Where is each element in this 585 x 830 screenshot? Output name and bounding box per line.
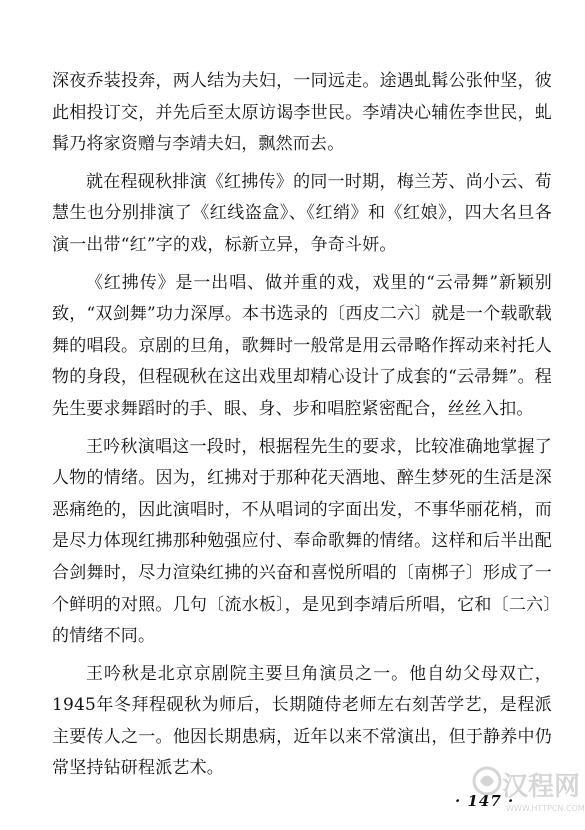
watermark-logo-icon [470,764,504,804]
paragraph-3: 《红拂传》是一出唱、做并重的戏，戏里的“云帚舞”新颖别致，“双剑舞”功力深厚。本书选录的〔西皮二六〕就是一个载歌载舞的唱段。京剧的旦角，歌舞时一般常是用云帚略作挥动来衬托人物的身段，但程砚秋在这出戏里却精心设计了成套的“云帚舞”。程先生要求舞蹈时的手、眼、身、步和唱腔紧密配合，丝丝入扣。 [52,272,552,419]
watermark [470,764,585,830]
paragraph-2: 就在程砚秋排演《红拂传》的同一时期，梅兰芳、尚小云、荀慧生也分别排演了《红线盗盒》、《红绡》和《红娘》，四大名旦各演一出带“红”字的戏，标新立异，争奇斗妍。 [52,171,552,255]
page-number: · 147 · [455,792,515,810]
paragraph-1: 深夜乔装投奔，两人结为夫妇，一同远走。途遇虬髯公张仲坚，彼此相投订交，并先后至太原访谒李世民。李靖决心辅佐李世民，虬髯乃将家资赠与李靖夫妇，飘然而去。 [52,71,552,155]
watermark-url: WWW.HTTPCN.COM [506,804,585,813]
paragraph-5: 王吟秋是北京京剧院主要旦角演员之一。他自幼父母双亡，1945年冬拜程砚秋为师后，长期随侍老师左右刻苦学艺，是程派主要传人之一。他因长期患病，近年以来不常演出，但于静养中仍常坚持钻研程派艺术。 [52,663,552,779]
page-body [52,66,552,785]
watermark-text: 汉程网 [502,772,581,802]
paragraph-4: 王吟秋演唱这一段时，根据程先生的要求，比较准确地掌握了人物的情绪。因为，红拂对于那种花天酒地、醉生梦死的生活是深恶痛绝的，因此演唱时，不从唱词的字面出发，不事华丽花梢，而是尽力体现红拂那种勉强应付、奉命歌舞的情绪。这样和后半出配合剑舞时，尽力渲染红拂的兴奋和喜悦所唱的〔南梆子〕形成了一个鲜明的对照。几句〔流水板〕，是见到李靖后所唱，它和〔二六〕的情绪不同。 [52,436,552,647]
